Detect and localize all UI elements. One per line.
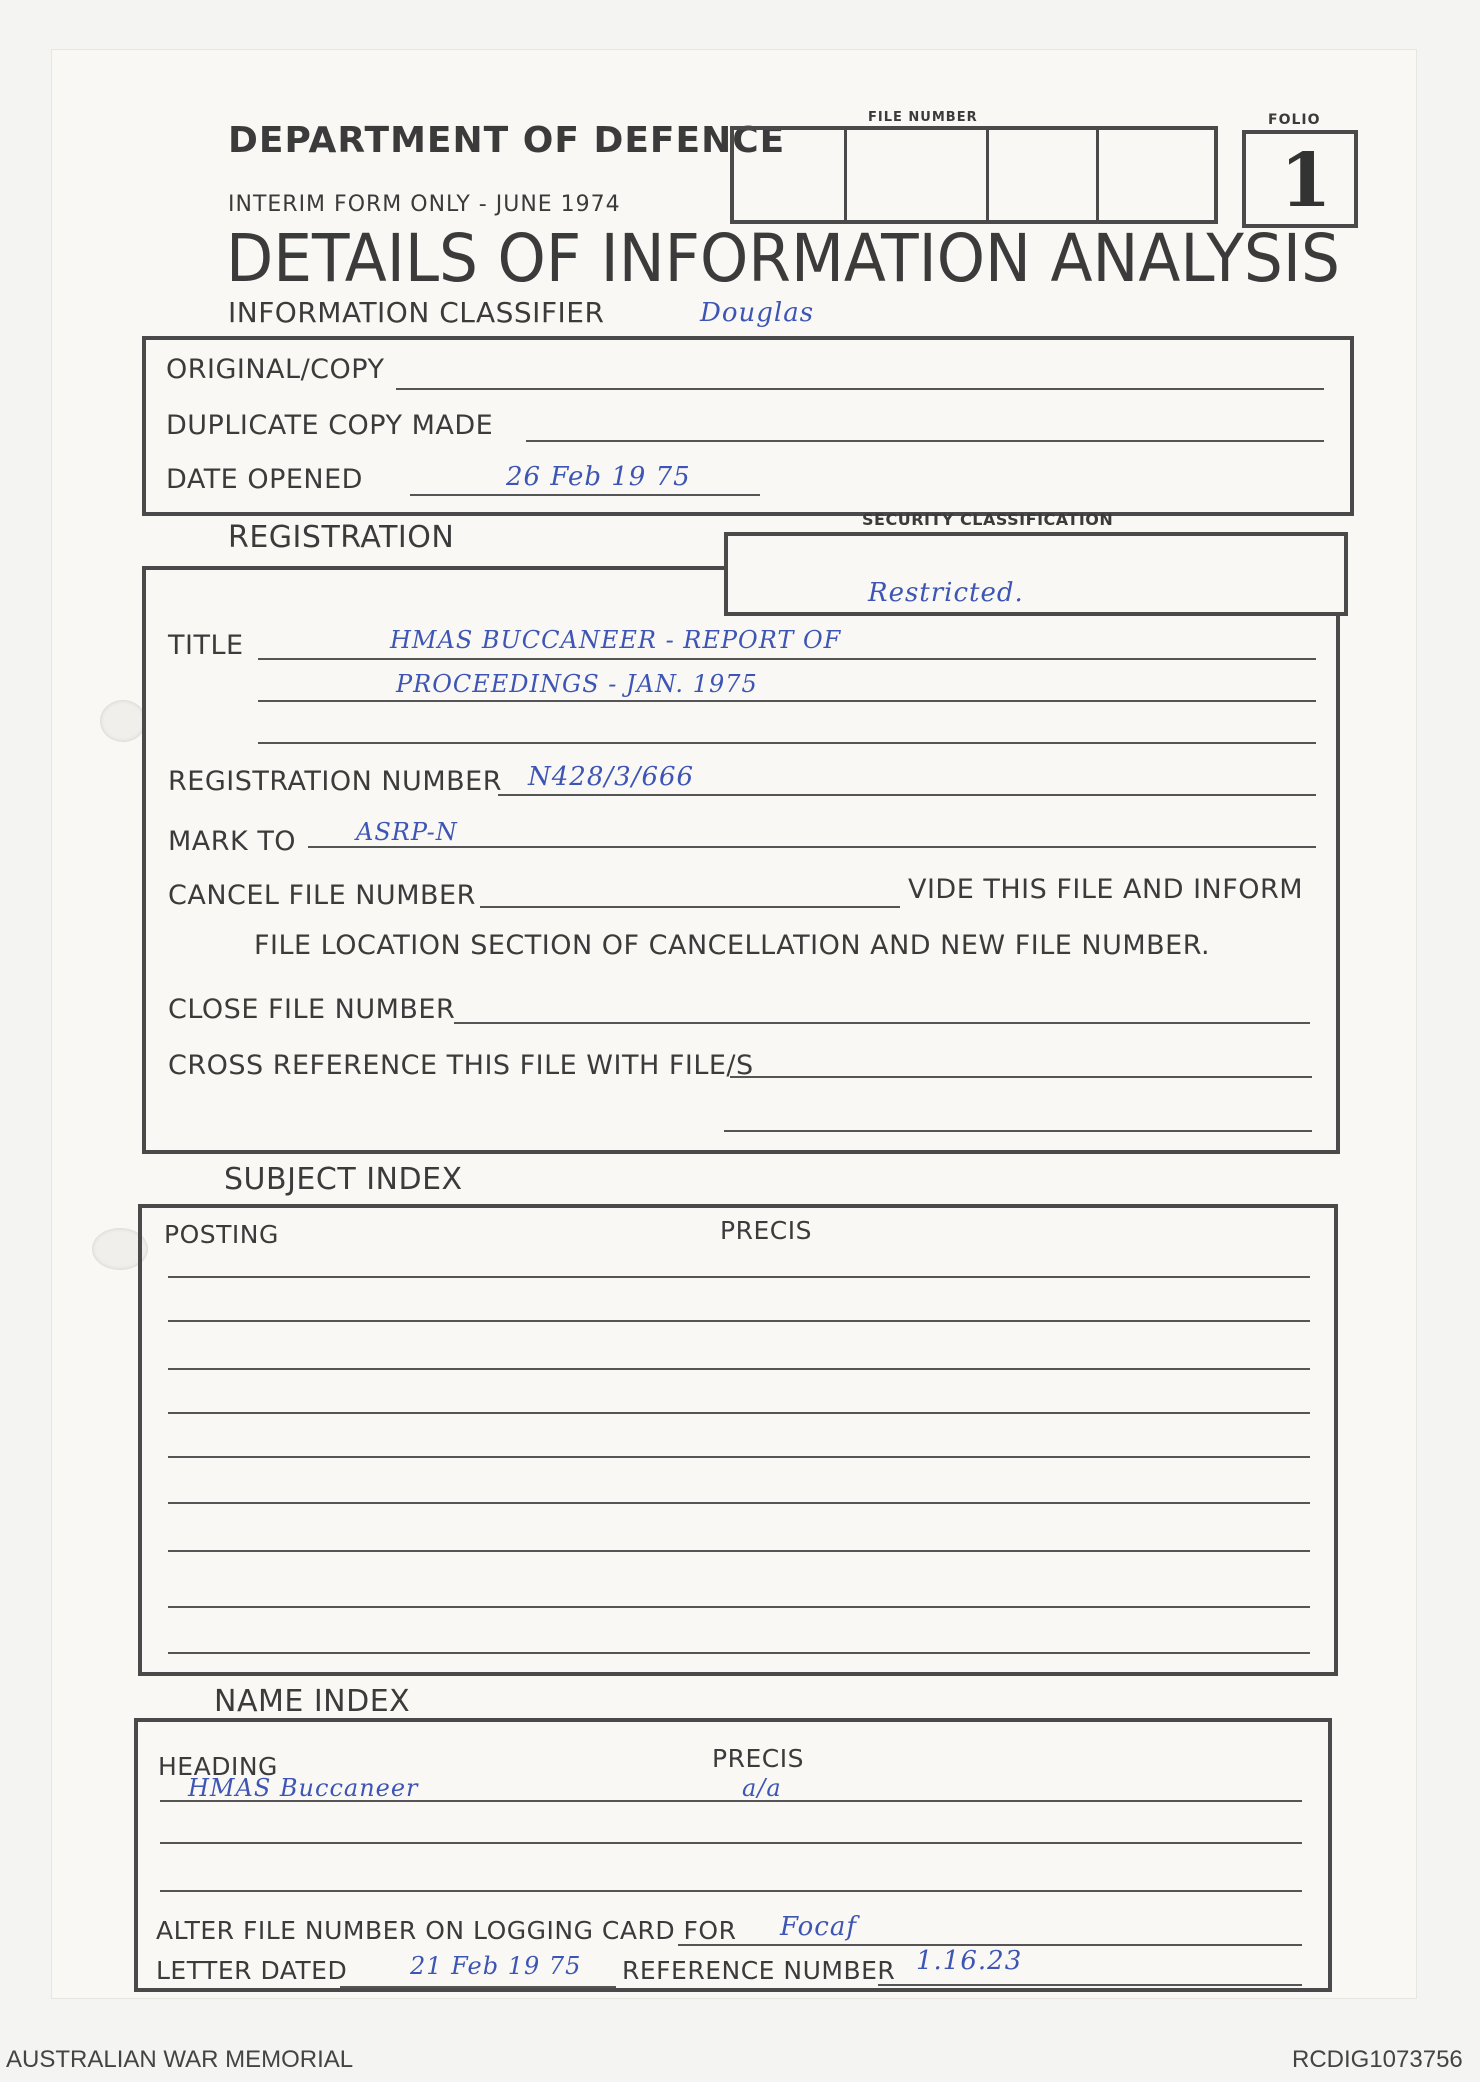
registration-number-label: REGISTRATION NUMBER bbox=[168, 766, 502, 797]
registration-number-value[interactable]: N428/3/666 bbox=[528, 762, 695, 792]
title-label: TITLE bbox=[168, 630, 244, 661]
duplicate-copy-label: DUPLICATE COPY MADE bbox=[166, 410, 494, 441]
cross-reference-field-2[interactable] bbox=[724, 1130, 1312, 1132]
cancel-file-number-label: CANCEL FILE NUMBER bbox=[168, 880, 476, 911]
subject-index-line[interactable] bbox=[168, 1502, 1310, 1504]
alter-file-number-value[interactable]: Focaf bbox=[780, 1912, 857, 1942]
security-classification-value[interactable]: Restricted. bbox=[868, 578, 1024, 608]
name-index-line[interactable] bbox=[160, 1842, 1302, 1844]
interim-note: INTERIM FORM ONLY - JUNE 1974 bbox=[228, 192, 621, 217]
heading-label: HEADING bbox=[158, 1752, 278, 1781]
subject-index-line[interactable] bbox=[168, 1606, 1310, 1608]
title-value-line-1[interactable]: HMAS BUCCANEER - REPORT OF bbox=[390, 626, 842, 654]
file-number-boxes[interactable] bbox=[730, 126, 1218, 224]
form-title: DETAILS OF INFORMATION ANALYSIS bbox=[226, 220, 1340, 297]
letter-dated-field[interactable] bbox=[340, 1986, 616, 1988]
name-index-heading: NAME INDEX bbox=[214, 1684, 411, 1719]
cross-reference-label: CROSS REFERENCE THIS FILE WITH FILE/S bbox=[168, 1050, 754, 1081]
file-number-cell-divider bbox=[986, 130, 989, 220]
mark-to-label: MARK TO bbox=[168, 826, 297, 857]
registration-heading: REGISTRATION bbox=[228, 520, 455, 555]
folio-label: FOLIO bbox=[1268, 112, 1321, 128]
name-precis-value[interactable]: a/a bbox=[742, 1774, 782, 1802]
file-location-text: FILE LOCATION SECTION OF CANCELLATION AND NEW FILE NUMBER. bbox=[254, 930, 1211, 961]
subject-index-line[interactable] bbox=[168, 1412, 1310, 1414]
cancel-file-number-field[interactable] bbox=[480, 906, 900, 908]
title-value-line-2[interactable]: PROCEEDINGS - JAN. 1975 bbox=[396, 670, 758, 698]
file-number-label: FILE NUMBER bbox=[868, 110, 978, 125]
heading-value[interactable]: HMAS Buccaneer bbox=[188, 1774, 419, 1802]
file-number-cell-divider bbox=[1096, 130, 1099, 220]
title-field-line-2[interactable] bbox=[258, 700, 1316, 702]
mark-to-value[interactable]: ASRP-N bbox=[356, 818, 458, 846]
subject-index-line[interactable] bbox=[168, 1320, 1310, 1322]
date-opened-value[interactable]: 26 Feb 19 75 bbox=[506, 462, 691, 492]
name-precis-label: PRECIS bbox=[712, 1744, 804, 1773]
reference-number-field[interactable] bbox=[878, 1984, 1302, 1986]
security-classification-box[interactable] bbox=[724, 532, 1348, 616]
letter-dated-label: LETTER DATED bbox=[156, 1956, 348, 1985]
subject-index-line[interactable] bbox=[168, 1550, 1310, 1552]
footer-source: AUSTRALIAN WAR MEMORIAL bbox=[6, 2046, 354, 2073]
date-opened-field[interactable] bbox=[410, 494, 760, 496]
title-field-line-3[interactable] bbox=[258, 742, 1316, 744]
footer-id: RCDIG1073756 bbox=[1292, 2046, 1463, 2073]
letter-dated-value[interactable]: 21 Feb 19 75 bbox=[410, 1952, 582, 1980]
subject-index-line[interactable] bbox=[168, 1368, 1310, 1370]
registration-number-field[interactable] bbox=[498, 794, 1316, 796]
classifier-value[interactable]: Douglas bbox=[700, 298, 815, 328]
subject-index-line[interactable] bbox=[168, 1652, 1310, 1654]
close-file-number-label: CLOSE FILE NUMBER bbox=[168, 994, 456, 1025]
mark-to-field[interactable] bbox=[308, 846, 1316, 848]
original-copy-label: ORIGINAL/COPY bbox=[166, 354, 385, 385]
date-opened-label: DATE OPENED bbox=[166, 464, 363, 495]
title-field-line-1[interactable] bbox=[258, 658, 1316, 660]
subject-precis-label: PRECIS bbox=[720, 1216, 812, 1245]
reference-number-value[interactable]: 1.16.23 bbox=[916, 1946, 1023, 1976]
classifier-label: INFORMATION CLASSIFIER bbox=[228, 296, 605, 329]
subject-index-line[interactable] bbox=[168, 1456, 1310, 1458]
duplicate-copy-field[interactable] bbox=[526, 440, 1324, 442]
original-copy-field[interactable] bbox=[396, 388, 1324, 390]
close-file-number-field[interactable] bbox=[454, 1022, 1310, 1024]
folio-box bbox=[1242, 130, 1358, 228]
subject-index-heading: SUBJECT INDEX bbox=[224, 1162, 463, 1197]
vide-text: VIDE THIS FILE AND INFORM bbox=[908, 874, 1304, 905]
department-heading: DEPARTMENT OF DEFENCE bbox=[228, 120, 786, 161]
reference-number-label: REFERENCE NUMBER bbox=[622, 1956, 896, 1985]
folio-number: 1 bbox=[1280, 138, 1332, 224]
alter-file-number-label: ALTER FILE NUMBER ON LOGGING CARD FOR bbox=[156, 1916, 737, 1945]
punch-hole-top bbox=[100, 700, 146, 742]
security-classification-label: SECURITY CLASSIFICATION bbox=[862, 510, 1114, 529]
subject-index-line[interactable] bbox=[168, 1276, 1310, 1278]
file-number-cell-divider bbox=[844, 130, 847, 220]
cross-reference-field-1[interactable] bbox=[730, 1076, 1312, 1078]
name-index-line[interactable] bbox=[160, 1890, 1302, 1892]
posting-label: POSTING bbox=[164, 1220, 279, 1249]
